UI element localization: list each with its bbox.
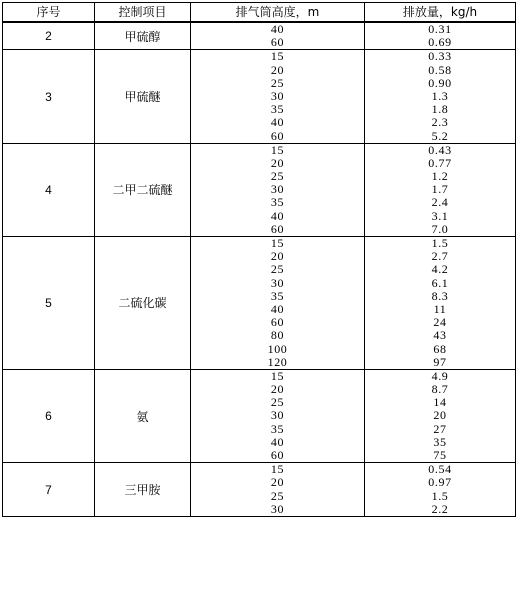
header-serial-number: 序号	[3, 3, 95, 23]
emission-rate-value: 11	[433, 301, 447, 316]
control-item-cell: 三甲胺	[95, 463, 191, 517]
emission-rate-cell	[365, 143, 516, 236]
stack-height-value: 25	[270, 169, 285, 184]
stack-height-value: 30	[270, 182, 285, 197]
stack-height-value: 60	[270, 128, 285, 143]
control-item-cell: 二甲二硫醚	[95, 143, 191, 236]
serial-number-cell: 3	[3, 50, 95, 143]
emission-rate-value: 2.4	[431, 195, 449, 210]
emission-rate-value: 24	[433, 315, 447, 330]
stack-height-value: 20	[270, 382, 285, 397]
stack-height-value: 25	[270, 75, 285, 90]
stack-height-cell	[191, 369, 365, 462]
stack-height-value: 30	[270, 275, 285, 290]
serial-number-cell: 6	[3, 369, 95, 462]
control-item-cell: 甲硫醇	[95, 22, 191, 50]
stack-height-value: 60	[270, 221, 285, 236]
emission-rate-value: 8.7	[431, 382, 449, 397]
header-row	[3, 3, 516, 23]
stack-height-value: 30	[270, 501, 285, 516]
stack-height-value: 60	[270, 448, 285, 462]
emission-rate-value: 3.1	[431, 208, 449, 223]
table-row	[3, 369, 516, 462]
emission-rate-value: 1.5	[431, 488, 449, 503]
emission-rate-value: 0.33	[428, 49, 452, 64]
emission-rate-value: 0.31	[428, 22, 452, 36]
stack-height-value: 35	[270, 288, 285, 303]
emission-rate-value: 2.3	[431, 115, 449, 130]
stack-height-value: 35	[270, 102, 285, 117]
emission-rate-value: 1.8	[431, 102, 449, 117]
emission-rate-value: 4.2	[431, 262, 449, 277]
stack-height-cell	[191, 463, 365, 517]
stack-height-value: 40	[270, 22, 285, 36]
table-header	[3, 3, 516, 23]
emission-rate-value: 6.1	[431, 275, 449, 290]
serial-number-cell: 7	[3, 463, 95, 517]
stack-height-cell	[191, 143, 365, 236]
stack-height-value: 15	[270, 142, 285, 157]
control-item-cell: 甲硫醚	[95, 50, 191, 143]
table-row	[3, 237, 516, 370]
emission-rate-cell	[365, 22, 516, 50]
emission-rate-cell	[365, 50, 516, 143]
emission-rate-value: 0.58	[428, 62, 452, 77]
emission-rate-value: 75	[433, 448, 447, 462]
serial-number-cell: 2	[3, 22, 95, 50]
emission-rate-value: 2.2	[431, 501, 449, 516]
emission-rate-value: 1.2	[431, 169, 449, 184]
serial-number-cell: 4	[3, 143, 95, 236]
emission-standards-table	[2, 2, 516, 517]
serial-number-cell: 5	[3, 237, 95, 370]
table-row	[3, 22, 516, 50]
stack-height-cell	[191, 50, 365, 143]
emission-rate-value: 0.43	[428, 142, 452, 157]
emission-rate-value: 2.7	[431, 249, 449, 264]
stack-height-value: 15	[270, 462, 285, 477]
control-item-cell: 氨	[95, 369, 191, 462]
header-stack-height: 排气筒高度，m	[191, 3, 365, 23]
stack-height-value: 20	[270, 475, 285, 490]
stack-height-value: 60	[270, 315, 285, 330]
emission-rate-value: 43	[433, 328, 447, 343]
emission-rate-cell	[365, 463, 516, 517]
stack-height-value: 15	[270, 236, 285, 250]
emission-rate-value: 68	[433, 341, 447, 356]
stack-height-value: 60	[270, 35, 285, 50]
stack-height-cell	[191, 237, 365, 370]
stack-height-value: 35	[270, 195, 285, 210]
stack-height-value: 20	[270, 249, 285, 264]
emission-rate-value: 0.54	[428, 462, 452, 477]
stack-height-value: 15	[270, 368, 285, 383]
stack-height-value: 40	[270, 115, 285, 130]
emission-rate-cell	[365, 369, 516, 462]
emission-rate-value: 1.3	[431, 88, 449, 103]
table-body	[3, 22, 516, 516]
emission-rate-value: 35	[433, 434, 447, 449]
stack-height-value: 120	[267, 354, 288, 369]
stack-height-value: 25	[270, 488, 285, 503]
table-row	[3, 143, 516, 236]
stack-height-cell	[191, 22, 365, 50]
table-row	[3, 50, 516, 143]
emission-rate-value: 0.97	[428, 475, 452, 490]
stack-height-value: 40	[270, 208, 285, 223]
stack-height-value: 35	[270, 421, 285, 436]
stack-height-value: 100	[267, 341, 288, 356]
emission-rate-value: 97	[433, 354, 447, 369]
emission-rate-value: 0.69	[428, 35, 452, 50]
emission-rate-value: 1.7	[431, 182, 449, 197]
emission-rate-value: 8.3	[431, 288, 449, 303]
emission-rate-value: 5.2	[431, 128, 449, 143]
emission-rate-value: 14	[433, 395, 447, 410]
stack-height-value: 30	[270, 88, 285, 103]
stack-height-value: 15	[270, 49, 285, 64]
stack-height-value: 25	[270, 262, 285, 277]
header-emission-rate: 排放量，kg/h	[365, 3, 516, 23]
stack-height-value: 20	[270, 155, 285, 170]
emission-rate-value: 0.90	[428, 75, 452, 90]
emission-rate-cell	[365, 237, 516, 370]
stack-height-value: 25	[270, 395, 285, 410]
stack-height-value: 40	[270, 434, 285, 449]
stack-height-value: 20	[270, 62, 285, 77]
emission-rate-value: 27	[433, 421, 447, 436]
control-item-cell: 二硫化碳	[95, 237, 191, 370]
stack-height-value: 30	[270, 408, 285, 423]
header-control-item: 控制项目	[95, 3, 191, 23]
emission-rate-value: 4.9	[431, 368, 449, 383]
emission-rate-value: 20	[433, 408, 447, 423]
stack-height-value: 40	[270, 301, 285, 316]
table-row	[3, 463, 516, 517]
emission-rate-value: 1.5	[431, 236, 449, 250]
emission-rate-value: 7.0	[431, 221, 449, 236]
emission-rate-value: 0.77	[428, 155, 452, 170]
stack-height-value: 80	[270, 328, 285, 343]
